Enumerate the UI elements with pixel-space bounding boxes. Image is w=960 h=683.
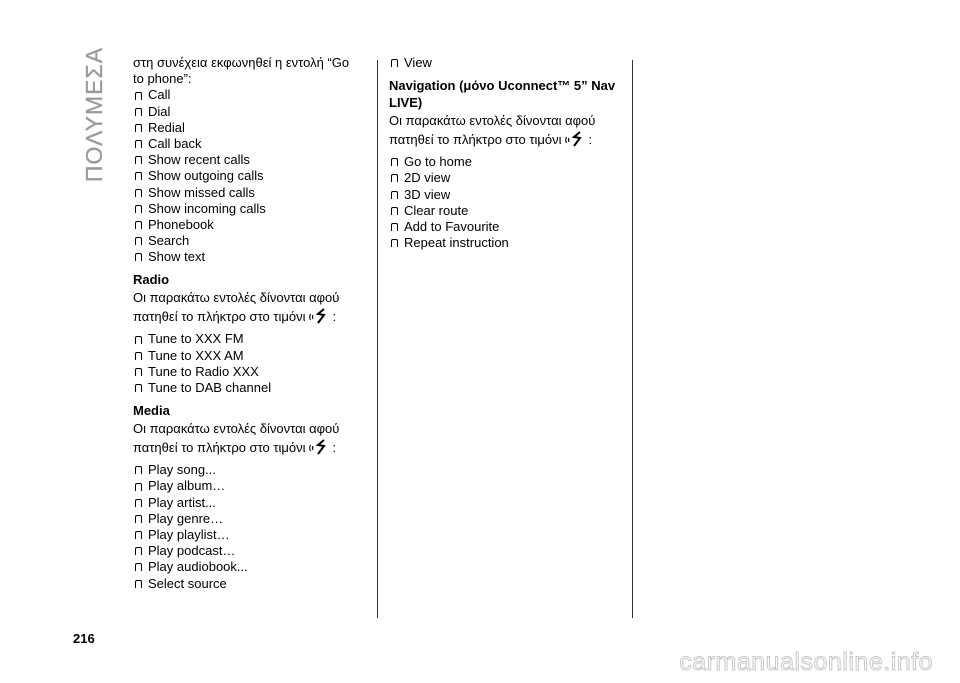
radio-description-text: Οι παρακάτω εντολές δίνονται αφού πατηθεί το πλήκτρο στο τιμόνι — [133, 290, 340, 325]
command-label: Play audiobook... — [148, 559, 248, 575]
command-list-item — [133, 559, 363, 575]
list-bullet-icon — [135, 205, 142, 213]
intro-text: στη συνέχεια εκφωνηθεί η εντολή “Go to phone”: — [133, 55, 350, 87]
list-bullet-icon — [391, 239, 398, 247]
list-bullet-icon — [135, 253, 142, 261]
list-bullet-icon — [135, 189, 142, 197]
list-bullet-icon — [135, 580, 142, 588]
navigation-description-colon: : — [588, 132, 593, 148]
command-label: Show outgoing calls — [148, 168, 264, 184]
list-bullet-icon — [135, 124, 142, 132]
command-label: Redial — [148, 119, 185, 135]
command-list-item — [389, 170, 621, 186]
navigation-command-list — [389, 154, 621, 251]
command-list-item — [133, 233, 363, 249]
command-label: Play podcast… — [148, 543, 236, 559]
command-label: Tune to DAB channel — [148, 380, 272, 396]
command-list-item — [133, 527, 363, 543]
column-middle — [389, 55, 621, 251]
command-label: Add to Favourite — [404, 218, 500, 234]
column-divider-right — [632, 60, 633, 618]
command-label: Call — [148, 87, 171, 103]
list-bullet-icon — [135, 531, 142, 539]
list-bullet-icon — [135, 140, 142, 148]
list-bullet-icon — [391, 207, 398, 215]
command-label: Go to home — [404, 154, 472, 170]
command-list-item — [389, 219, 621, 235]
voice-command-icon — [308, 439, 330, 460]
command-label: Show recent calls — [148, 152, 250, 168]
list-bullet-icon — [391, 158, 398, 166]
command-list-item — [133, 511, 363, 527]
command-label: View — [404, 55, 432, 70]
media-description — [133, 419, 363, 460]
command-list-item — [133, 185, 363, 201]
command-list-item — [133, 217, 363, 233]
list-bullet-icon — [135, 352, 142, 360]
media-heading: Media — [133, 403, 170, 419]
command-list-item — [133, 495, 363, 511]
command-list-item — [389, 55, 621, 71]
list-bullet-icon — [135, 92, 142, 100]
command-list-item — [133, 120, 363, 136]
command-list-item — [133, 168, 363, 184]
list-bullet-icon — [135, 483, 142, 491]
command-list-item — [133, 576, 363, 592]
command-label: Play genre… — [148, 510, 224, 526]
navigation-description-text: Οι παρακάτω εντολές δίνονται αφού πατηθεί το πλήκτρο στο τιμόνι — [389, 113, 596, 148]
list-bullet-icon — [135, 156, 142, 164]
command-label: Phonebook — [148, 216, 214, 232]
section-tab — [80, 48, 110, 180]
command-label: 3D view — [404, 186, 451, 202]
command-list-item — [133, 348, 363, 364]
command-list-item — [133, 364, 363, 380]
command-label: Clear route — [404, 202, 469, 218]
list-bullet-icon — [135, 172, 142, 180]
media-command-list — [133, 462, 363, 592]
list-bullet-icon — [135, 221, 142, 229]
radio-description — [133, 288, 363, 329]
list-bullet-icon — [135, 384, 142, 392]
command-label: Tune to XXX AM — [148, 347, 244, 363]
command-label: 2D view — [404, 170, 451, 186]
command-label: Show text — [148, 249, 206, 265]
command-label: Play playlist… — [148, 526, 230, 542]
list-bullet-icon — [391, 191, 398, 199]
command-label: Select source — [148, 575, 227, 591]
list-bullet-icon — [135, 499, 142, 507]
list-bullet-icon — [135, 237, 142, 245]
command-list-item — [389, 187, 621, 203]
command-list-item — [133, 87, 363, 103]
command-list-item — [133, 462, 363, 478]
command-list-item — [133, 331, 363, 347]
command-list-item — [389, 203, 621, 219]
list-bullet-icon — [135, 563, 142, 571]
command-list-item — [389, 235, 621, 251]
voice-command-icon — [308, 308, 330, 329]
radio-command-list — [133, 331, 363, 396]
view-command-list — [389, 55, 621, 71]
command-label: Show missed calls — [148, 184, 255, 200]
phone-command-list — [133, 87, 363, 265]
voice-command-icon — [564, 131, 586, 152]
command-label: Play album… — [148, 478, 226, 494]
list-bullet-icon — [391, 174, 398, 182]
radio-heading: Radio — [133, 272, 170, 288]
watermark: carmanualsonline.info — [679, 648, 933, 676]
command-label: Tune to Radio XXX — [148, 363, 259, 379]
radio-description-colon: : — [332, 309, 337, 325]
command-list-item — [133, 478, 363, 494]
list-bullet-icon — [391, 223, 398, 231]
command-list-item — [389, 154, 621, 170]
list-bullet-icon — [135, 108, 142, 116]
command-list-item — [133, 104, 363, 120]
command-list-item — [133, 201, 363, 217]
command-label: Play artist... — [148, 494, 216, 510]
command-list-item — [133, 249, 363, 265]
media-description-colon: : — [332, 440, 337, 456]
navigation-heading: Navigation (μόνο Uconnect™ 5” Nav LIVE) — [389, 78, 616, 111]
list-bullet-icon — [135, 515, 142, 523]
column-left — [133, 55, 363, 592]
command-list-item — [133, 136, 363, 152]
list-bullet-icon — [135, 466, 142, 474]
list-bullet-icon — [135, 368, 142, 376]
column-divider-left — [377, 60, 378, 618]
command-label: Call back — [148, 135, 202, 151]
navigation-description — [389, 111, 621, 152]
page-number: 216 — [73, 631, 95, 646]
list-bullet-icon — [135, 547, 142, 555]
command-label: Search — [148, 233, 190, 249]
command-label: Play song... — [148, 462, 216, 478]
list-bullet-icon — [135, 336, 142, 344]
media-description-text: Οι παρακάτω εντολές δίνονται αφού πατηθεί το πλήκτρο στο τιμόνι — [133, 421, 340, 456]
command-list-item — [133, 543, 363, 559]
command-label: Tune to XXX FM — [148, 331, 244, 347]
command-list-item — [133, 152, 363, 168]
list-bullet-icon — [391, 59, 398, 67]
command-list-item — [133, 380, 363, 396]
command-label: Repeat instruction — [404, 235, 509, 251]
command-label: Dial — [148, 103, 171, 119]
command-label: Show incoming calls — [148, 200, 266, 216]
section-tab-label: ΠΟΛΥΜΕΣΑ — [81, 46, 108, 182]
